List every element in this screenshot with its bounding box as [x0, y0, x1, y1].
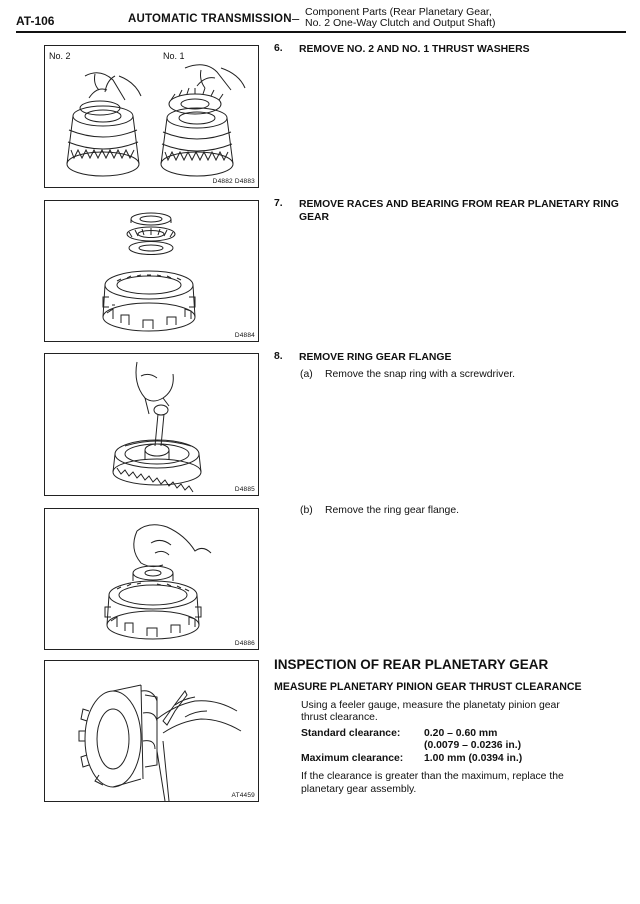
inspection-intro-line1: Using a feeler gauge, measure the planetaty pinion gear — [301, 700, 560, 711]
substep-number: (b) — [300, 505, 313, 516]
figure-ring-gear-flange — [44, 508, 259, 650]
figure-code: D4885 — [234, 486, 255, 493]
inspection-subtitle: MEASURE PLANETARY PINION GEAR THRUST CLEARANCE — [274, 681, 582, 693]
label-no2: No. 2 — [49, 51, 71, 61]
figure-code: D4884 — [234, 332, 255, 339]
step-number: 6. — [274, 43, 283, 54]
standard-clearance-mm: 0.20 – 0.60 mm — [424, 728, 498, 739]
inspection-note-line1: If the clearance is greater than the maximum, replace the — [301, 771, 564, 782]
page-id: AT-106 — [16, 14, 55, 28]
figure-snap-ring — [44, 353, 259, 496]
figure-code: D4882 D4883 — [212, 178, 255, 185]
figure-code: AT4459 — [231, 792, 255, 799]
figure-thrust-washers — [44, 45, 259, 188]
step-text: REMOVE RING GEAR FLANGE — [299, 352, 452, 363]
header-subtitle-line1: Component Parts (Rear Planetary Gear, — [305, 6, 492, 18]
substep-number: (a) — [300, 369, 313, 380]
inspection-intro-line2: thrust clearance. — [301, 712, 378, 723]
figure-feeler-gauge — [44, 660, 259, 802]
standard-clearance-in: (0.0079 – 0.0236 in.) — [424, 740, 522, 751]
label-no1: No. 1 — [163, 51, 185, 61]
page-header — [16, 6, 626, 30]
inspection-note-line2: planetary gear assembly. — [301, 784, 417, 795]
section-title: AUTOMATIC TRANSMISSION — [128, 13, 292, 25]
substep-text: Remove the snap ring with a screwdriver. — [325, 369, 515, 380]
races-bearing-illustration — [45, 201, 258, 341]
figure-races-bearing — [44, 200, 259, 342]
figure-code: D4886 — [234, 640, 255, 647]
ring-gear-flange-illustration — [45, 509, 258, 649]
step-text: REMOVE RACES AND BEARING FROM REAR PLANETARY RING GEAR — [299, 199, 619, 223]
header-rule — [16, 31, 626, 33]
substep-text: Remove the ring gear flange. — [325, 505, 460, 516]
thrust-washers-illustration — [45, 46, 258, 187]
standard-clearance-label: Standard clearance: — [301, 728, 401, 739]
maximum-clearance-label: Maximum clearance: — [301, 753, 404, 764]
maximum-clearance-value: 1.00 mm (0.0394 in.) — [424, 753, 523, 764]
feeler-gauge-illustration — [45, 661, 258, 801]
step-number: 7. — [274, 198, 283, 209]
header-subtitle-line2: No. 2 One-Way Clutch and Output Shaft) — [305, 17, 496, 29]
inspection-title: INSPECTION OF REAR PLANETARY GEAR — [274, 657, 549, 672]
step-number: 8. — [274, 351, 283, 362]
header-dash: – — [292, 11, 300, 26]
step-text: REMOVE NO. 2 AND NO. 1 THRUST WASHERS — [299, 44, 530, 55]
snap-ring-illustration — [45, 354, 258, 495]
